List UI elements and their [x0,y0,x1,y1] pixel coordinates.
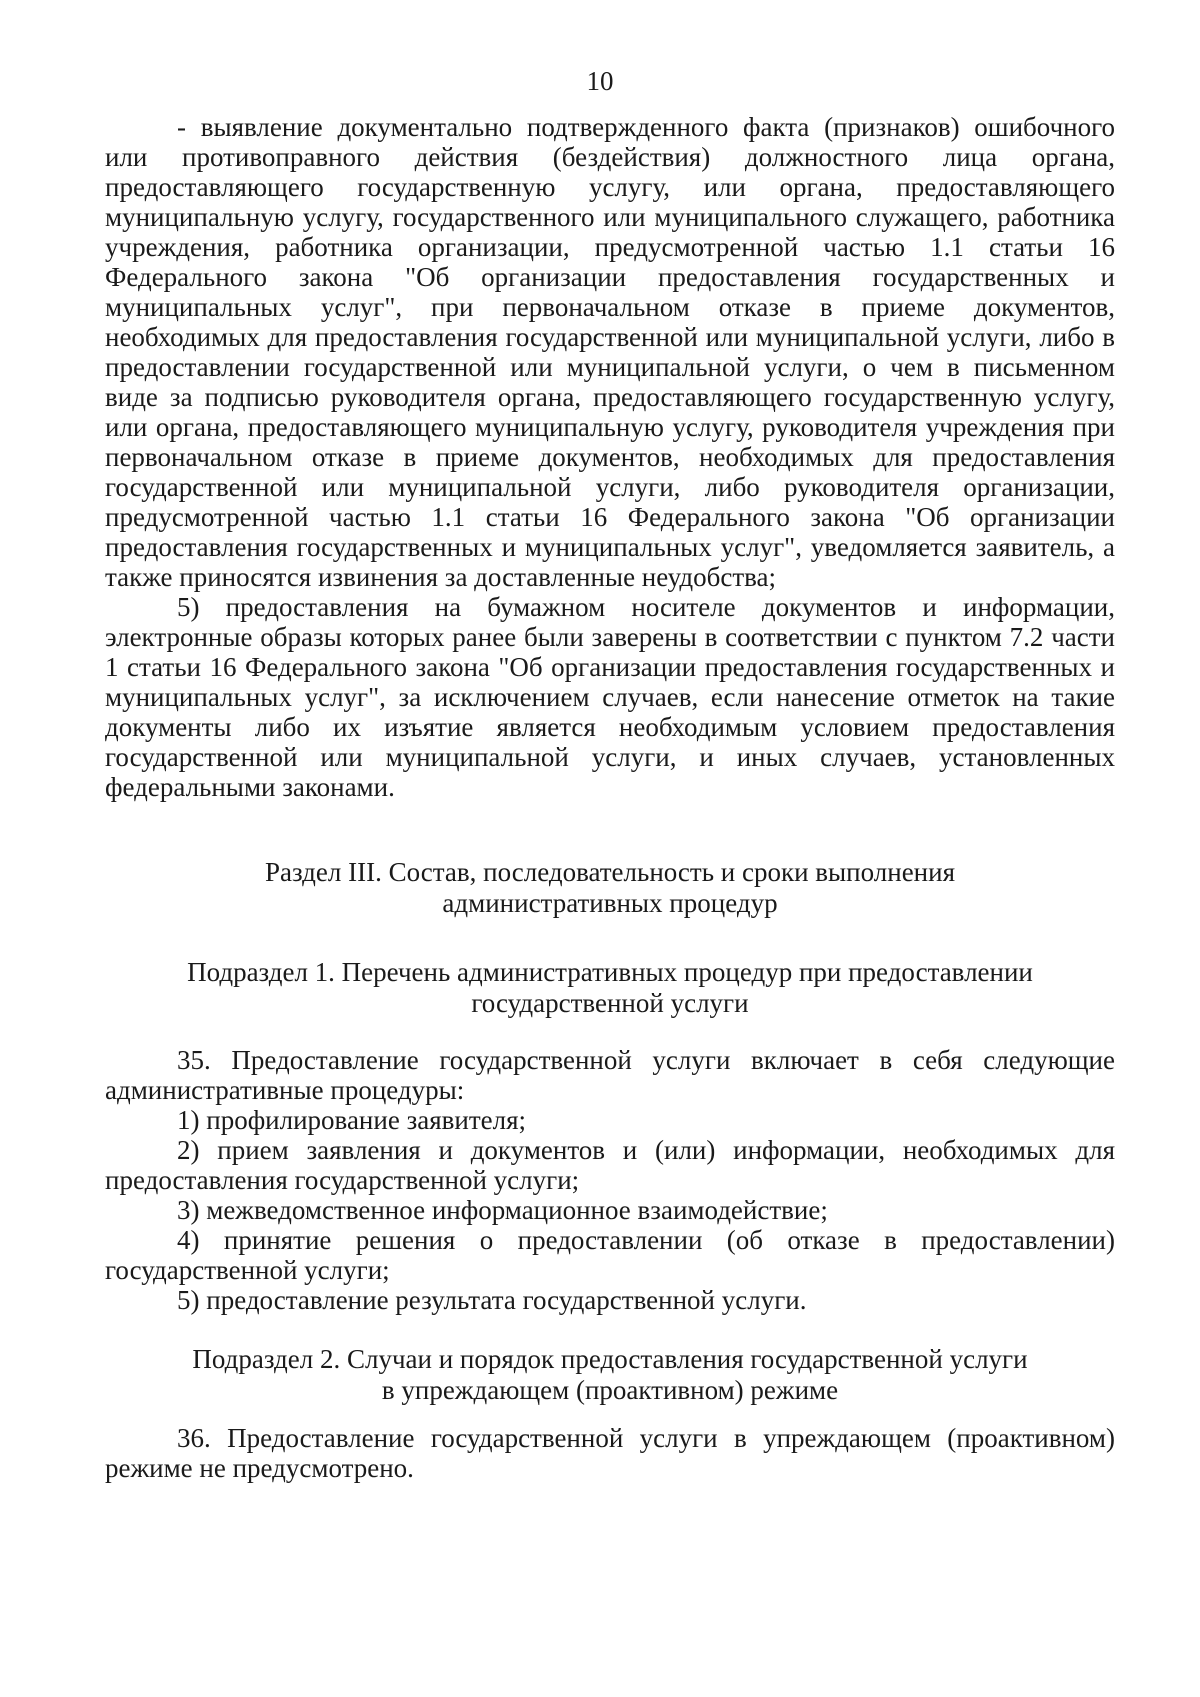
clause-35-item-4: 4) принятие решения о предоставлении (об отказе в предоставлении) государственной услуги; [105,1225,1115,1285]
clause-35-intro: 35. Предоставление государственной услуги включает в себя следующие административные процедуры: [105,1045,1115,1105]
subsection-1-heading-line-1: Подраздел 1. Перечень административных процедур при предоставлении [187,957,1033,987]
clause-35-item-1: 1) профилирование заявителя; [177,1105,527,1135]
clause-35-item-2: 2) прием заявления и документов и (или) информации, необходимых для предоставления государственной услуги; [105,1135,1115,1195]
paragraph-error-fact: - выявление документально подтвержденного факта (признаков) ошибочного или противоправного действия (бездействия) должностного лица органа, предоставляющего государственную услугу, или органа, предоставляющего муниципальную услугу, государственного или муниципального служащего, работника учреждения, работника организации, предусмотренной частью 1.1 статьи 16 Федерального закона "Об организации предоставления государственных и муниципальных услуг", при первоначальном отказе в приеме документов, необходимых для предоставления государственной или муниципальной услуги, либо в предоставлении государственной или муниципальной услуги, о чем в письменном виде за подписью руководителя органа, предоставляющего государственную услугу, или органа, предоставляющего муниципальную услугу, руководителя учреждения при первоначальном отказе в приеме документов, необходимых для предоставления государственной или муниципальной услуги, либо руководителя организации, предусмотренной частью 1.1 статьи 16 Федерального закона "Об организации предоставления государственных и муниципальных услуг", уведомляется заявитель, а также приносятся извинения за доставленные неудобства; [105,112,1115,592]
section-3-heading [105,857,1115,919]
subsection-2-heading [105,1344,1115,1406]
clause-36-block [105,1423,1115,1483]
clause-36-text: 36. Предоставление государственной услуги в упреждающем (проактивном) режиме не предусмотрено. [105,1423,1115,1483]
section-3-heading-line-2: административных процедур [442,888,778,918]
subsection-1-heading [105,957,1115,1019]
paragraph-item-5-paper-documents: 5) предоставления на бумажном носителе документов и информации, электронные образы которых ранее были заверены в соответствии с пунктом 7.2 части 1 статьи 16 Федерального закона "Об организации предоставления государственных и муниципальных услуг", за исключением случаев, если нанесение отметок на такие документы либо их изъятие является необходимым условием предоставления государственной или муниципальной услуги, и иных случаев, установленных федеральными законами. [105,592,1115,802]
subsection-2-heading-line-1: Подраздел 2. Случаи и порядок предоставления государственной услуги [192,1344,1028,1374]
subsection-1-heading-line-2: государственной услуги [471,988,749,1018]
top-text-block [105,112,1115,802]
subsection-2-heading-line-2: в упреждающем (проактивном) режиме [381,1375,839,1405]
clause-35-item-5: 5) предоставление результата государственной услуги. [177,1285,807,1315]
clause-35-block [105,1045,1115,1315]
clause-35-item-3: 3) межведомственное информационное взаимодействие; [177,1195,828,1225]
section-3-heading-line-1: Раздел III. Состав, последовательность и сроки выполнения [265,857,955,887]
page-number: 10 [586,66,614,96]
